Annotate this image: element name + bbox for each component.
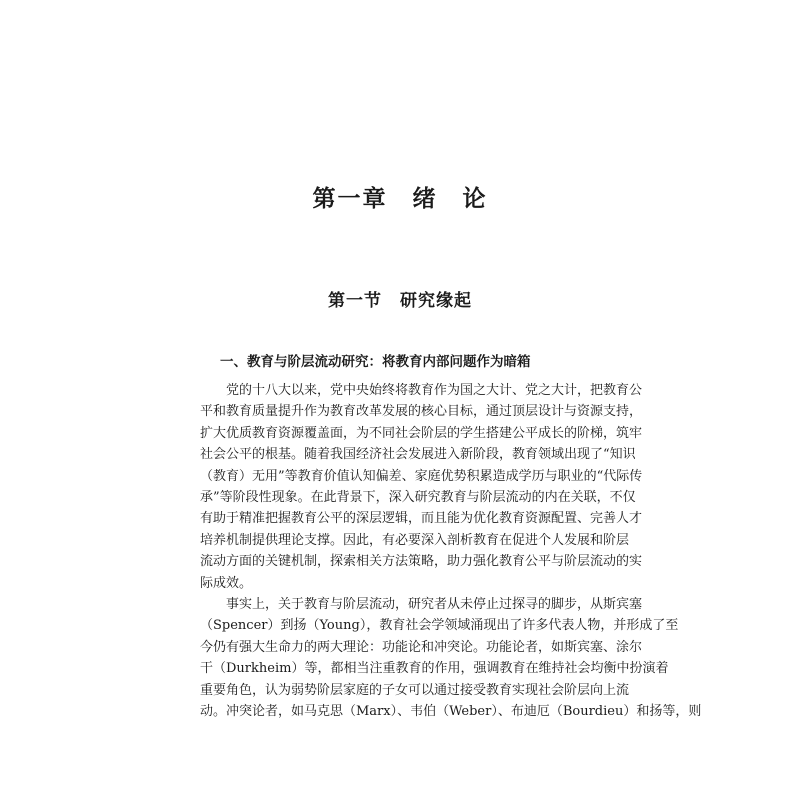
- paragraph-1: [200, 380, 643, 594]
- paragraph-line: （教育）无用”等教育价值认知偏差、家庭优势积累造成学历与职业的“代际传: [200, 468, 643, 484]
- paragraph-line: 有助于精准把握教育公平的深层逻辑，而且能为优化教育资源配置、完善人才: [200, 511, 643, 527]
- paragraph-line: 事实上，关于教育与阶层流动，研究者从未停止过探寻的脚步，从斯宾塞: [226, 597, 643, 612]
- paragraph-line: 承”等阶段性现象。在此背景下，深入研究教育与阶层流动的内在关联，不仅: [200, 489, 636, 505]
- paragraph-line: 今仍有强大生命力的两大理论：功能论和冲突论。功能论者，如斯宾塞、涂尔: [200, 639, 643, 655]
- paragraph-line: 培养机制提供理论支撑。因此，有必要深入剖析教育在促进个人发展和阶层: [200, 532, 630, 548]
- paragraph-line: 动。冲突论者，如马克思（Marx）、韦伯（Weber）、布迪厄（Bourdieu）和扬等，则: [200, 703, 702, 719]
- paragraph-line: 社会公平的根基。随着我国经济社会发展进入新阶段，教育领域出现了“知识: [200, 447, 636, 463]
- paragraph-line: 流动方面的关键机制，探索相关方法策略，助力强化教育公平与阶层流动的实: [200, 554, 643, 570]
- paragraph-line: 际成效。: [200, 575, 253, 591]
- chapter-title: 第一章 绪 论: [312, 186, 488, 212]
- section-title: 第一节 研究缘起: [328, 291, 472, 311]
- paragraph-2: [200, 594, 702, 722]
- paragraph-line: 平和教育质量提升作为教育改革发展的核心目标，通过顶层设计与资源支持，: [200, 404, 643, 420]
- paragraph-line: 党的十八大以来，党中央始终将教育作为国之大计、党之大计，把教育公: [226, 383, 643, 398]
- paragraph-line: 扩大优质教育资源覆盖面，为不同社会阶层的学生搭建公平成长的阶梯，筑牢: [200, 425, 643, 441]
- paragraph-line: （Spencer）到扬（Young），教育社会学领域涌现出了许多代表人物，并形成了至: [200, 618, 679, 634]
- subsection-title: 一、教育与阶层流动研究：将教育内部问题作为暗箱: [220, 354, 531, 370]
- paragraph-line: 重要角色，认为弱势阶层家庭的子女可以通过接受教育实现社会阶层向上流: [200, 682, 630, 698]
- paragraph-line: 干（Durkheim）等，都相当注重教育的作用，强调教育在维持社会均衡中扮演着: [200, 661, 669, 677]
